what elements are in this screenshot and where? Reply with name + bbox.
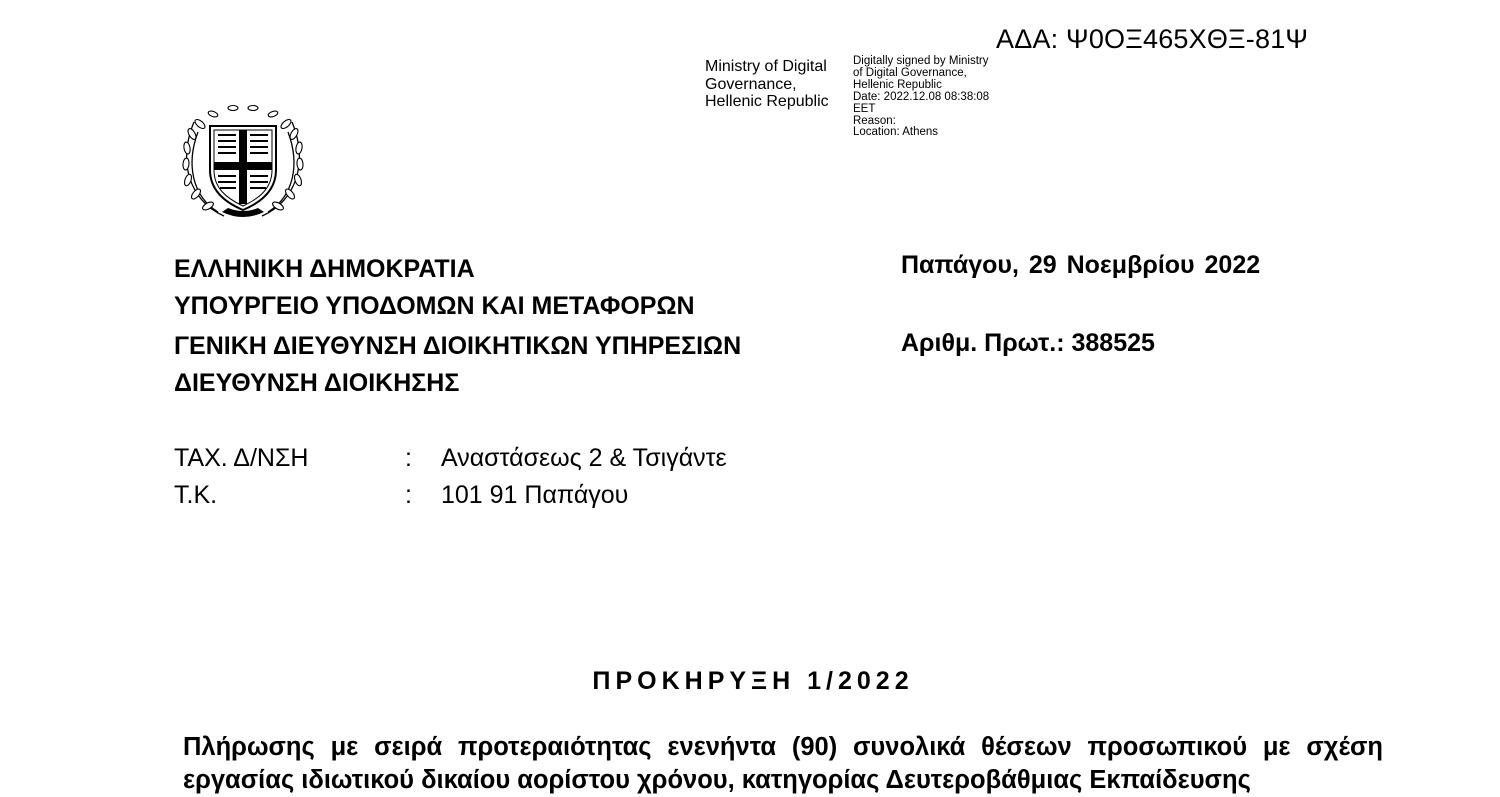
signature-name-line: Hellenic Republic (705, 93, 829, 110)
document-date: Παπάγου, 29 Νοεμβρίου 2022 (901, 251, 1261, 279)
ada-code: ΑΔΑ: Ψ0ΟΞ465ΧΘΞ-81Ψ (996, 24, 1309, 54)
address-label: ΤΑΧ. Δ/ΝΣΗ (174, 444, 309, 472)
issuer-line: ΓΕΝΙΚΗ ΔΙΕΥΘΥΝΣΗ ΔΙΟΙΚΗΤΙΚΩΝ ΥΠΗΡΕΣΙΩΝ (174, 332, 742, 360)
signature-detail-line: Location: Athens (853, 126, 939, 139)
issuer-line: ΥΠΟΥΡΓΕΙΟ ΥΠΟΔΟΜΩΝ ΚΑΙ ΜΕΤΑΦΟΡΩΝ (174, 292, 695, 320)
signature-detail-line: EET (853, 102, 876, 115)
issuer-line: ΕΛΛΗΝΙΚΗ ΔΗΜΟΚΡΑΤΙΑ (174, 255, 475, 283)
announcement-body: Πλήρωσης με σειρά προτεραιότητας ενενήντα (90) συνολικά θέσεων προσωπικού με σχέση εργασίας ιδιωτικού δικαίου αορίστου χρόνου, κατηγορίας Δευτεροβάθμιας Εκπαίδευσης (183, 733, 1383, 794)
signature-detail-line: Reason: (853, 114, 896, 127)
address-value: Αναστάσεως 2 & Τσιγάντε (441, 444, 727, 472)
address-label: Τ.Κ. (174, 481, 218, 509)
signature-name-line: Governance, (705, 75, 797, 93)
issuer-line: ΔΙΕΥΘΥΝΣΗ ΔΙΟΙΚΗΣΗΣ (174, 369, 460, 397)
signature-detail-line: Hellenic Republic (853, 78, 942, 91)
signature-name (705, 58, 829, 111)
signature-detail-line: Digitally signed by Ministry (853, 55, 989, 67)
signature-details (853, 56, 989, 139)
protocol-number: Αριθμ. Πρωτ.: 388525 (901, 329, 1155, 357)
address-separator: : (405, 481, 412, 509)
signature-name-line: Ministry of Digital (705, 58, 827, 75)
address-separator: : (405, 444, 412, 472)
issuer-block (174, 251, 741, 402)
signature-detail-line: Date: 2022.12.08 08:38:08 (853, 90, 990, 103)
signature-detail-line: of Digital Governance, (853, 66, 967, 79)
announcement-title: ΠΡΟΚΗΡΥΞΗ 1/2022 (592, 667, 914, 695)
address-value: 101 91 Παπάγου (441, 481, 629, 509)
greek-coat-of-arms-icon (178, 100, 308, 222)
